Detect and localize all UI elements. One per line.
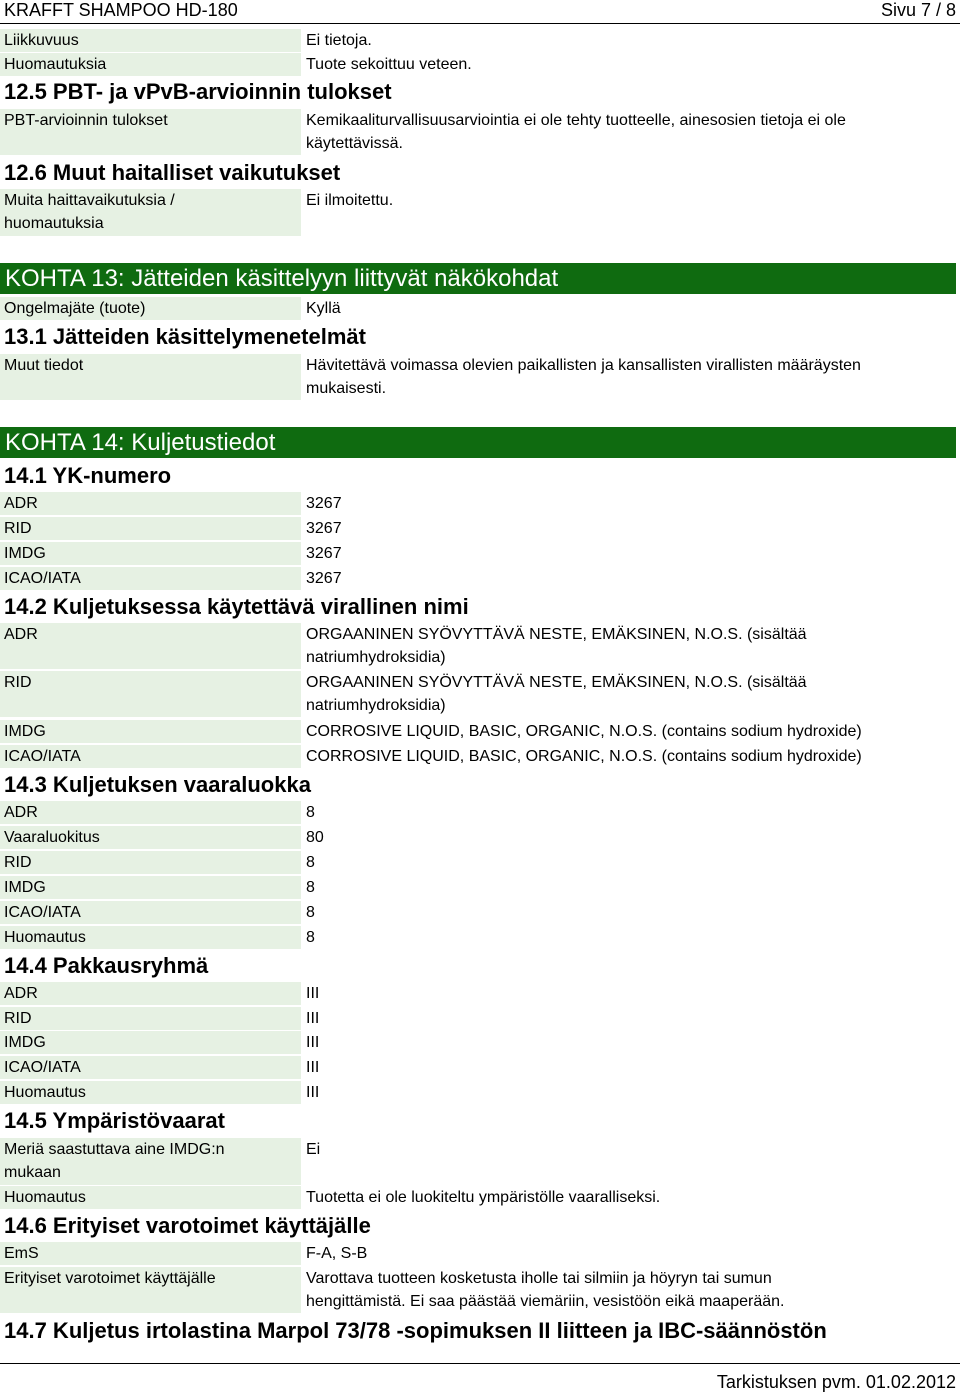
name-rid-label: RID (0, 671, 301, 717)
class-icao-value: 8 (306, 904, 315, 921)
page-number: Sivu 7 / 8 (880, 0, 956, 20)
pg-icao-label: ICAO/IATA (0, 1056, 301, 1079)
class-rid-value: 8 (306, 854, 315, 871)
hazard-id-value: 80 (306, 829, 324, 846)
section-14-header: KOHTA 14: Kuljetustiedot (0, 427, 956, 458)
hazardous-waste-value: Kyllä (306, 300, 341, 317)
other-info-label: Muut tiedot (0, 354, 301, 400)
name-imdg-label: IMDG (0, 720, 301, 743)
footer-divider (0, 1363, 960, 1364)
subsection-13-1-title: 13.1 Jätteiden käsittelymenetelmät (4, 324, 366, 349)
un-imdg-value: 3267 (306, 545, 342, 562)
class-adr-label: ADR (0, 801, 301, 824)
mobility-label: Liikkuvuus (0, 29, 301, 52)
pg-note-label: Huomautus (0, 1081, 301, 1104)
user-precautions-label: Erityiset varotoimet käyttäjälle (0, 1267, 301, 1313)
marine-pollutant-label: Meriä saastuttava aine IMDG:n mukaan (0, 1138, 301, 1185)
class-rid-label: RID (0, 851, 301, 874)
marine-pollutant-value: Ei (306, 1141, 321, 1158)
class-imdg-label: IMDG (0, 876, 301, 899)
name-icao-label: ICAO/IATA (0, 745, 301, 768)
pg-icao-value: III (306, 1059, 320, 1076)
subsection-12-5-title: 12.5 PBT- ja vPvB-arvioinnin tulokset (4, 79, 392, 104)
subsection-14-3-title: 14.3 Kuljetuksen vaaraluokka (4, 772, 311, 797)
subsection-14-7-title: 14.7 Kuljetus irtolastina Marpol 73/78 -sopimuksen II liitteen ja IBC-säännöstön (4, 1318, 827, 1343)
hazardous-waste-label: Ongelmajäte (tuote) (0, 297, 301, 320)
un-rid-label: RID (0, 517, 301, 540)
class-imdg-value: 8 (306, 879, 315, 896)
mobility-value: Ei tietoja. (306, 32, 372, 49)
header-divider (0, 23, 960, 24)
notes-label: Huomautuksia (0, 53, 301, 76)
revision-date: Tarkistuksen pvm. 01.02.2012 (716, 1372, 956, 1392)
hazard-id-label: Vaaraluokitus (0, 826, 301, 849)
ems-label: EmS (0, 1242, 301, 1265)
other-effects-value: Ei ilmoitettu. (306, 192, 394, 209)
name-adr-label: ADR (0, 623, 301, 669)
subsection-12-6-title: 12.6 Muut haitalliset vaikutukset (4, 160, 341, 185)
env-note-label: Huomautus (0, 1186, 301, 1209)
un-adr-value: 3267 (306, 495, 342, 512)
class-icao-label: ICAO/IATA (0, 901, 301, 924)
env-note-value: Tuotetta ei ole luokiteltu ympäristölle vaaralliseksi. (306, 1189, 661, 1206)
pg-note-value: III (306, 1084, 320, 1101)
ems-value: F-A, S-B (306, 1245, 368, 1262)
un-imdg-label: IMDG (0, 542, 301, 565)
class-adr-value: 8 (306, 804, 315, 821)
name-icao-value: CORROSIVE LIQUID, BASIC, ORGANIC, N.O.S. (contains sodium hydroxide) (306, 748, 862, 765)
subsection-14-5-title: 14.5 Ympäristövaarat (4, 1108, 225, 1133)
pbt-label: PBT-arvioinnin tulokset (0, 109, 301, 155)
un-adr-label: ADR (0, 492, 301, 515)
subsection-14-1-title: 14.1 YK-numero (4, 463, 172, 488)
un-rid-value: 3267 (306, 520, 342, 537)
user-precautions-value: Varottava tuotteen kosketusta iholle tai silmiin ja höyryn tai sumun hengittämistä. Ei saa päästää viemäriin, vesistöön eikä maaperään. (306, 1270, 785, 1310)
name-imdg-value: CORROSIVE LIQUID, BASIC, ORGANIC, N.O.S. (contains sodium hydroxide) (306, 723, 862, 740)
pbt-value: Kemikaaliturvallisuusarviointia ei ole tehty tuotteelle, ainesosien tietoja ei ole käytettävissä. (306, 112, 846, 152)
subsection-14-6-title: 14.6 Erityiset varotoimet käyttäjälle (4, 1213, 371, 1238)
subsection-14-4-title: 14.4 Pakkausryhmä (4, 953, 209, 978)
section-13-header: KOHTA 13: Jätteiden käsittelyyn liittyvät näkökohdat (0, 263, 956, 294)
class-note-value: 8 (306, 929, 315, 946)
pg-rid-value: III (306, 1010, 320, 1027)
product-name: KRAFFT SHAMPOO HD-180 (4, 0, 238, 20)
other-effects-label: Muita haittavaikutuksia / huomautuksia (0, 189, 301, 236)
un-icao-label: ICAO/IATA (0, 567, 301, 590)
pg-rid-label: RID (0, 1007, 301, 1030)
class-note-label: Huomautus (0, 926, 301, 949)
name-rid-value: ORGAANINEN SYÖVYTTÄVÄ NESTE, EMÄKSINEN, N.O.S. (sisältää natriumhydroksidia) (306, 674, 807, 714)
un-icao-value: 3267 (306, 570, 342, 587)
subsection-14-2-title: 14.2 Kuljetuksessa käytettävä virallinen nimi (4, 594, 469, 619)
notes-value: Tuote sekoittuu veteen. (306, 56, 472, 73)
pg-adr-value: III (306, 985, 320, 1002)
name-adr-value: ORGAANINEN SYÖVYTTÄVÄ NESTE, EMÄKSINEN, N.O.S. (sisältää natriumhydroksidia) (306, 626, 807, 666)
pg-imdg-label: IMDG (0, 1031, 301, 1054)
pg-imdg-value: III (306, 1034, 320, 1051)
other-info-value: Hävitettävä voimassa olevien paikallisten ja kansallisten virallisten määräysten mukaisesti. (306, 357, 861, 397)
pg-adr-label: ADR (0, 982, 301, 1005)
